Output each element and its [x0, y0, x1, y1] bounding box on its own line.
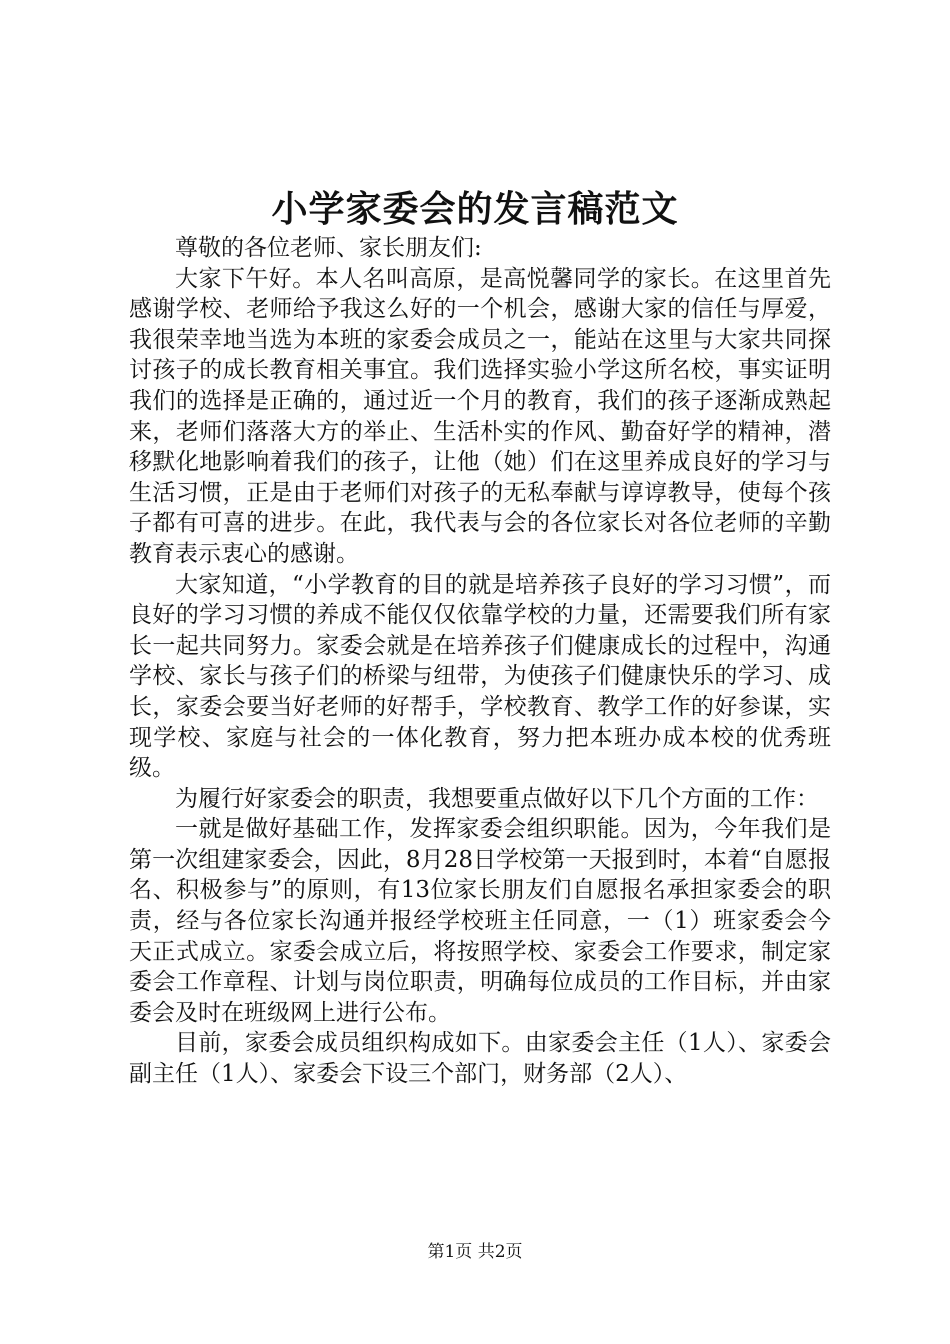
salutation-paragraph: 尊敬的各位老师、家长朋友们: [175, 235, 482, 261]
body-paragraph: 为履行好家委会的职责，我想要重点做好以下几个方面的工作： [175, 785, 819, 812]
body-paragraph: 大家知道，“小学教育的目的就是培养孩子良好的学习习惯”，而良好的学习习惯的养成不能仅仅依靠学校的力量，还需要我们所有家长一起共同努力。家委会就是在培养孩子们健康成长的过程中，沟通学校、家长与孩子们的桥梁与纽带，为使孩子们健康快乐的学习、成长，家委会要当好老师的好帮手，学校教育、教学工作的好参谋，实现学校、家庭与社会的一体化教育，努力把本班办成本校的优秀班级。 [129, 571, 831, 782]
document-title: 小学家委会的发言稿范文 [271, 188, 679, 230]
body-paragraph: 大家下午好。本人名叫高原，是高悦馨同学的家长。在这里首先感谢学校、老师给予我这么好的一个机会，感谢大家的信任与厚爱，我很荣幸地当选为本班的家委会成员之一，能站在这里与大家共同探讨孩子的成长教育相关事宜。我们选择实验小学这所名校，事实证明我们的选择是正确的，通过近一个月的教育，我们的孩子逐渐成熟起来，老师们落落大方的举止、生活朴实的作风、勤奋好学的精神，潜移默化地影响着我们的孩子，让他（她）们在这里养成良好的学习与生活习惯，正是由于老师们对孩子的无私奉献与谆谆教导，使每个孩子都有可喜的进步。在此，我代表与会的各位家长对各位老师的辛勤教育表示衷心的感谢。 [129, 265, 831, 567]
body-paragraph: 一就是做好基础工作，发挥家委会组织职能。因为，今年我们是第一次组建家委会，因此，8月28日学校第一天报到时，本着“自愿报名、积极参与”的原则，有13位家长朋友们自愿报名承担家委会的职责，经与各位家长沟通并报经学校班主任同意，一（1）班家委会今天正式成立。家委会成立后，将按照学校、家委会工作要求，制定家委会工作章程、计划与岗位职责，明确每位成员的工作目标，并由家委会及时在班级网上进行公布。 [129, 816, 831, 1026]
document-body [129, 233, 831, 1090]
body-paragraph: 目前，家委会成员组织构成如下。由家委会主任（1人）、家委会副主任（1人）、家委会下设三个部门，财务部（2人）、 [129, 1030, 831, 1088]
page-number-footer: 第1页 共2页 [427, 1242, 523, 1262]
